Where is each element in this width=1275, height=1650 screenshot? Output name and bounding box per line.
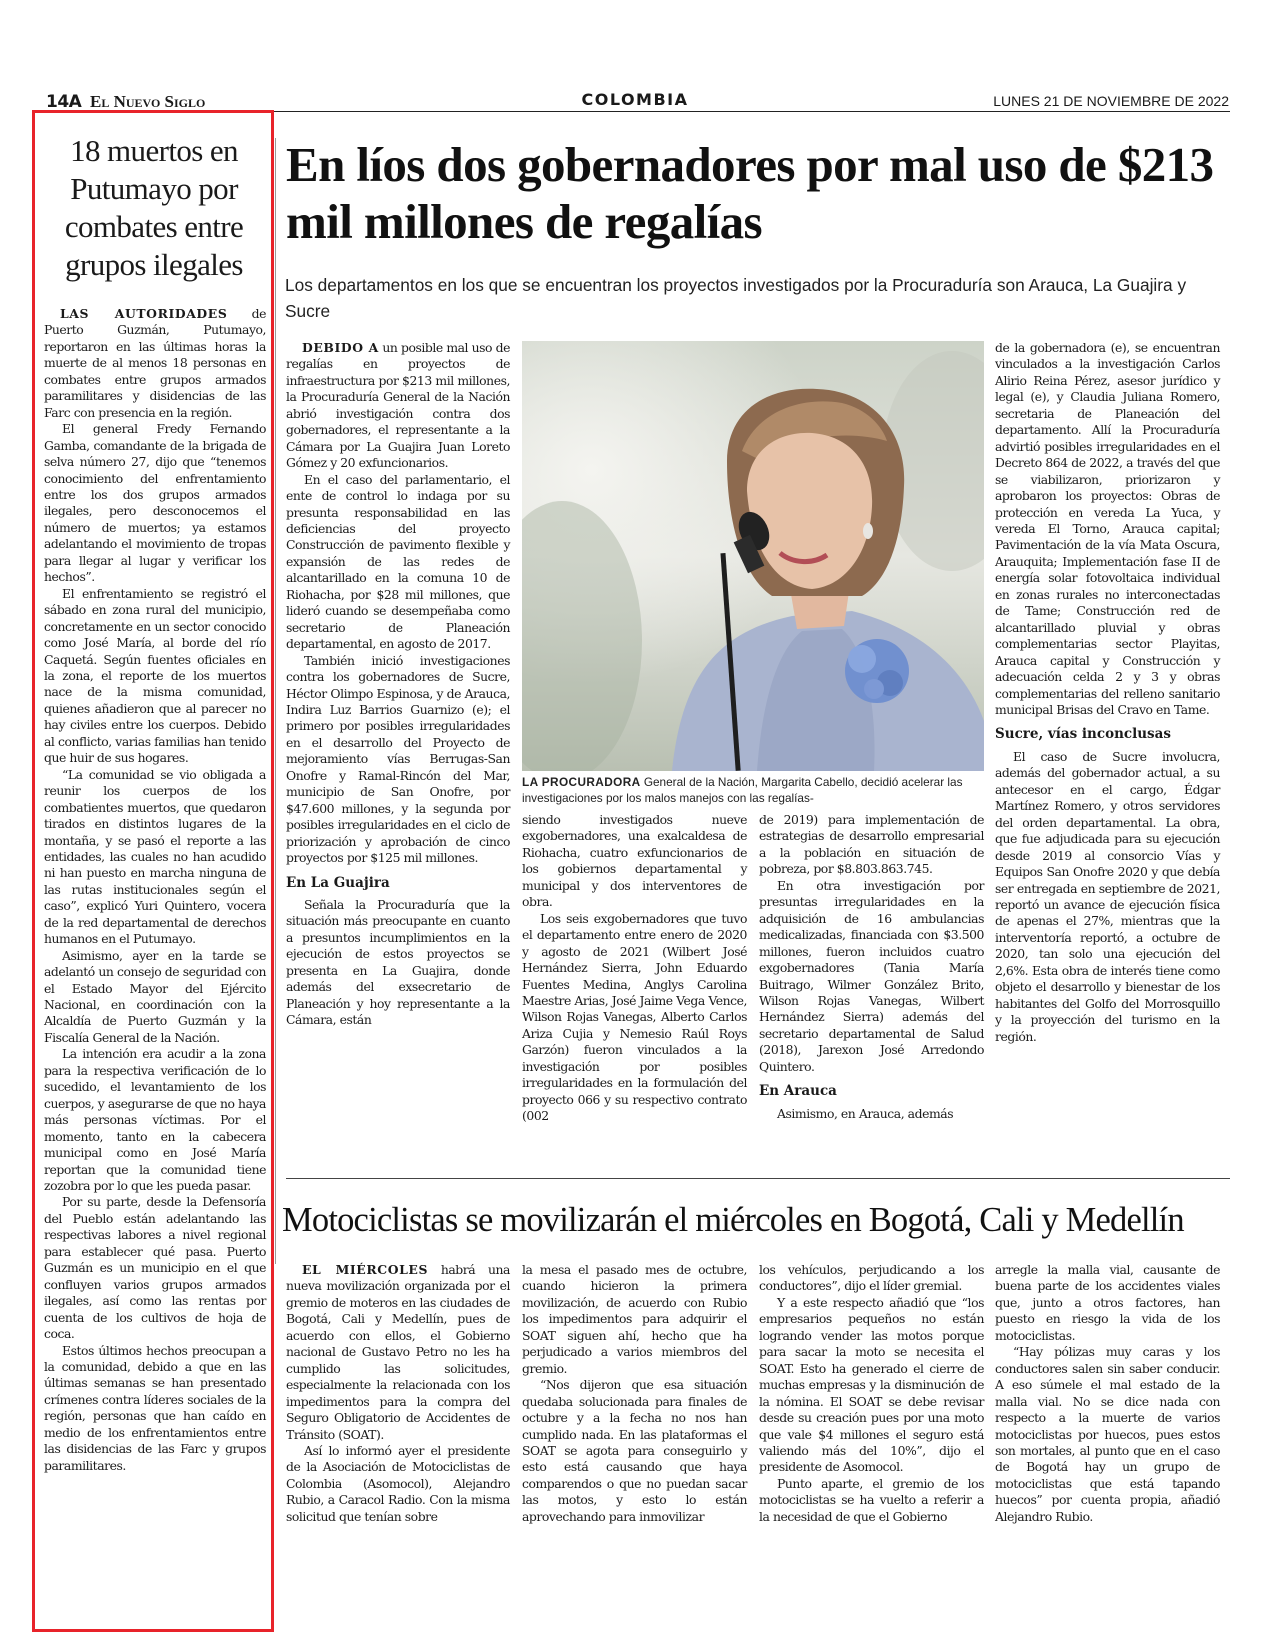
subheading-sucre: Sucre, vías inconclusas xyxy=(995,726,1172,743)
section-name: COLOMBIA xyxy=(581,90,689,109)
caption-lead-in: LA PROCURADORA xyxy=(522,775,641,789)
sidebar-paragraph: El general Fredy Fernando Gamba, comandante de la brigada de selva número 27, dijo que “tenemos conocimiento del enfrentamiento entre los dos grupos armados ilegales, pero desconocemos el número de muertos; ya estamos adelantando el movimiento de tropas para llegar al lugar y verificar los hechos”. xyxy=(44,421,266,585)
sidebar-paragraph: El enfrentamiento se registró el sábado en zona rural del municipio, concretamente en un sector conocido como José María, al borde del río Caquetá. Según fuentes oficiales en la zona, el reporte de los muertos nace de la misma comunidad, quienes añadieron que al parecer no hay civiles entre los cuerpos. Debido al conflicto, varias familias han tenido que huir de sus hogares. xyxy=(44,585,266,766)
column-divider xyxy=(275,138,276,1264)
main-article-column-1 xyxy=(286,340,510,1029)
paragraph: Los seis exgobernadores que tuvo el departamento entre enero de 2020 y agosto de 2021 (Wilbert José Hernández Sierra, John Eduardo Fuentes Medina, Anglys Carolina Maestre Arias, José Jaime Vega Vence, Wilson Rojas Vanegas, Alberto Carlos Ariza Cujia y Nemesio Raúl Roys Garzón) fueron vinculados a la investigación por posibles irregularidades en la formulación del proyecto 066 y su respectivo contrato (002 xyxy=(522,910,747,1124)
page-number: 14A xyxy=(46,92,82,112)
moto-article-column-3 xyxy=(759,1262,984,1525)
issue-date: LUNES 21 DE NOVIEMBRE DE 2022 xyxy=(993,93,1229,109)
paragraph: También inició investigaciones contra los gobernadores de Sucre, Héctor Olimpo Espinosa, y de Arauca, Indira Luz Barrios Guarnizo (e); el primero por posibles irregularidades en el desarrollo del Proyecto de mejoramiento vías Berrugas-San Onofre y Ramal-Rincón del Mar, municipio de San Onofre, por $47.600 millones, y la segunda por posibles irregularidades en el ciclo de priorización y aprobación de cinco proyectos por $125 mil millones. xyxy=(286,652,510,866)
paragraph: la mesa el pasado mes de octubre, cuando hicieron la primera movilización, de acuerdo con Rubio los impedimentos para adquirir el SOAT siguen ahí, hecho que ha perjudicado a varios miembros del gremio. xyxy=(522,1262,747,1376)
paragraph: los vehículos, perjudicando a los conductores”, dijo el líder gremial. xyxy=(759,1262,984,1294)
main-article-column-3 xyxy=(759,812,984,1122)
moto-headline: Motociclistas se movilizarán el miércoles en Bogotá, Cali y Medellín xyxy=(282,1201,1184,1239)
subheading-en-arauca: En Arauca xyxy=(759,1083,837,1100)
paragraph: Asimismo, en Arauca, además xyxy=(777,1105,954,1121)
main-lead-in: DEBIDO A xyxy=(302,340,379,355)
paragraph: de la gobernadora (e), se encuentran vinculados a la investigación Carlos Alirio Reina Pérez, asesor jurídico y legal (e), y Claudia Juliana Romero, secretaria de Planeación del departamento. Allí la Procuraduría advirtió posibles irregularidades en el Decreto 864 de 2022, a través del que se viabilizaron, priorizaron y aprobaron los proyectos: Obras de protección en vereda La Yuca, y vereda El Torno, Arauca capital; Pavimentación de la vía Mata Oscura, Arauquita; Implementación fase II de energía solar fotovoltaica individual en zonas rurales no interconectadas de Tame; Construcción red de alcantarillado pluvial y obras complementarias sector Playitas, Arauca capital y Construcción y adecuación celda 2 y 3 y obras complementarias del relleno sanitario municipal Brisas del Cravo en Tame. xyxy=(995,340,1220,717)
moto-lead-in: EL MIÉRCOLES xyxy=(302,1262,429,1277)
paragraph: En el caso del parlamentario, el ente de control lo indaga por su presunta responsabilidad en las deficiencias del proyecto Construcción de pavimento flexible y expansión de las redes de alcantarillado en la comuna 10 de Riohacha, por $28 mil millones, que lideró cuando se desempeñaba como secretario de Planeación departamental, en agosto de 2017. xyxy=(286,471,510,652)
paragraph: En otra investigación por presuntas irregularidades en la adquisición de 16 ambulancias medicalizadas, financiada con $3.500 millones, fueron incluidos cuatro exgobernadores (Tania María Buitrago, Wilmer González Brito, Wilson Rojas Vanegas, Wilbert Hernández Sierra) además del secretario departamental de Salud (2018), Jarexon José Arredondo Quintero. xyxy=(759,877,984,1074)
sidebar-paragraph: Estos últimos hechos preocupan a la comunidad, debido a que en las últimas semanas se han presentado crímenes contra líderes sociales de la región, personas que han caído en medio de los enfrentamientos entre las disidencias de las Farc y grupos paramilitares. xyxy=(44,1342,266,1473)
sidebar-lead-in: LAS AUTORIDADES xyxy=(60,306,228,321)
photo-illustration xyxy=(522,341,984,771)
paragraph: “Nos dijeron que esa situación quedaba solucionada para finales de octubre y a la fecha no nos han cumplido nada. En las plataformas el SOAT se agota para conseguirlo y esto está causando que haya comparendos o que no puedan sacar las motos, y esto lo están aprovechando para inmovilizar xyxy=(522,1377,747,1524)
subheading-la-guajira: En La Guajira xyxy=(286,874,390,891)
sidebar-headline: 18 muertos en Putumayo por combates entre grupos ilegales xyxy=(64,133,244,282)
paragraph: Así lo informó ayer el presidente de la Asociación de Motociclistas de Colombia (Asomocol), Alejandro Rubio, a Caracol Radio. Con la misma solicitud que tenían sobre xyxy=(286,1442,510,1524)
paragraph: Y a este respecto añadió que “los empresarios pequeños no están logrando vender las motos porque para sacar la moto se necesita el SOAT. Esto ha generado el cierre de muchas empresas y la disminución de la nómina. El SOAT se debe revisar desde su creación pues por una moto que vale $4 millones el seguro está valiendo más del 10%”, dijo el presidente de Asomocol. xyxy=(759,1294,984,1475)
paragraph: “Hay pólizas muy caras y los conductores salen sin saber conducir. A eso súmele el mal estado de la malla vial. No se dice nada con respecto a la muerte de varios motociclistas por huecos, pues estos son mortales, al punto que en el caso de Bogotá hay un grupo de motociclistas que está tapando huecos” por cuenta propia, añadió Alejandro Rubio. xyxy=(995,1344,1220,1524)
paragraph: arregle la malla vial, causante de buena parte de los accidentes viales que, junto a otros factores, han puesto en riesgo la vida de los motociclistas. xyxy=(995,1262,1220,1343)
sidebar-paragraph: La intención era acudir a la zona para la respectiva verificación de lo sucedido, el levantamiento de los cuerpos, y asegurarse de que no haya más personas víctimas. Por el momento, tanto en la cabecera municipal como en José María reportan que la comunidad tiene zozobra por lo que les pueda pasar. xyxy=(44,1046,266,1194)
main-headline: En líos dos gobernadores por mal uso de $213 mil millones de regalías xyxy=(286,137,1214,249)
brooch xyxy=(845,639,909,703)
sidebar-article-body xyxy=(44,306,266,1474)
paragraph: EL MIÉRCOLES habrá una nueva movilización organizada por el gremio de moteros en las ciudades de Bogotá, Cali y Medellín, pues de acuerdo con ellos, el Gobierno nacional de Gustavo Petro no les ha cumplido las solicitudes, especialmente la relacionada con los impedimentos para la compra del Seguro Obligatorio de Accidentes de Tránsito (SOAT). xyxy=(286,1262,510,1442)
main-subheadline: Los departamentos en los que se encuentran los proyectos investigados por la Procuraduría son Arauca, La Guajira y Sucre xyxy=(285,275,1187,321)
photo-caption: LA PROCURADORA General de la Nación, Margarita Cabello, decidió acelerar las investigaciones por los malos manejos con las regalías- xyxy=(522,775,963,805)
paragraph: de 2019) para implementación de estrategias de desarrollo empresarial a la población en situación de pobreza, por $8.803.863.745. xyxy=(759,812,984,877)
main-article-column-4 xyxy=(995,340,1220,1045)
paragraph: El caso de Sucre involucra, además del gobernador actual, a su antecesor en el cargo, Édgar Martínez Romero, y otros servidores del orden departamental. La obra, que fue adjudicada para su ejecución desde 2019 al consorcio Vías y Equipos San Onofre 2020 y que debía ser entregada en septiembre de 2021, reportó un avance de ejecución física de apenas el 27%, mientras que la interventoría reportó, a octubre de 2020, tan solo una ejecución del 2,6%. Esta obra de interés tiene como objeto el desarrollo y bienestar de los habitantes del Golfo del Morrosquillo y la proyección del turismo en la región. xyxy=(995,748,1220,1044)
paragraph: Punto aparte, el gremio de los motociclistas se ha vuelto a referir a la necesidad de que el Gobierno xyxy=(759,1475,984,1524)
moto-article-column-2 xyxy=(522,1262,747,1525)
main-article-column-2 xyxy=(522,812,747,1125)
sidebar-paragraph: Asimismo, ayer en la tarde se adelantó un consejo de seguridad con el Estado Mayor del Ejército Nacional, en coordinación con la Alcaldía de Puerto Guzmán y la Fiscalía General de la Nación. xyxy=(44,947,266,1045)
paragraph: Señala la Procuraduría que la situación más preocupante en cuanto a presuntos incumplimientos en la ejecución de estos proyectos se presenta en La Guajira, donde además del exsecretario de Planeación y hoy representante a la Cámara, están xyxy=(286,896,510,1028)
paragraph: siendo investigados nueve exgobernadores, una exalcaldesa de Riohacha, cuatro exfuncionarios de los gobiernos departamental y municipal y dos interventores de obra. xyxy=(522,812,747,910)
sidebar-paragraph: Por su parte, desde la Defensoría del Pueblo están adelantando las respectivas labores a nivel regional para establecer qué pasa. Puerto Guzmán es un municipio en el que confluyen varios grupos armados ilegales, así como las rentas por cuenta de los cultivos de hoja de coca. xyxy=(44,1194,266,1342)
newspaper-name: El Nuevo Siglo xyxy=(90,92,206,111)
sidebar-paragraph: LAS AUTORIDADES de Puerto Guzmán, Putumayo, reportaron en las últimas horas la muerte de al menos 18 personas en combates entre grupos armados paramilitares y disidencias de las Farc con presencia en la región. xyxy=(44,306,266,420)
article-divider xyxy=(286,1178,1230,1179)
sidebar-paragraph: “La comunidad se vio obligada a reunir los cuerpos de los combatientes muertos, que quedaron tirados en distintos lugares de la montaña, y se pasó el reporte a las entidades, las cuales no han acudido ni han puesto en marcha ninguna de las rutas institucionales según el caso”, explicó Yuri Quintero, vocera de la red departamental de derechos humanos en el Putumayo. xyxy=(44,766,266,947)
moto-article-column-1 xyxy=(286,1262,510,1525)
woman-speaking-at-microphone-photo xyxy=(522,341,984,771)
paragraph: DEBIDO A un posible mal uso de regalías en proyectos de infraestructura por $213 mil millones, la Procuraduría General de la Nación abrió investigación contra dos gobernadores, el representante a la Cámara por La Guajira Juan Loreto Gómez y 20 exfuncionarios. xyxy=(286,340,510,471)
moto-article-column-4 xyxy=(995,1262,1220,1525)
